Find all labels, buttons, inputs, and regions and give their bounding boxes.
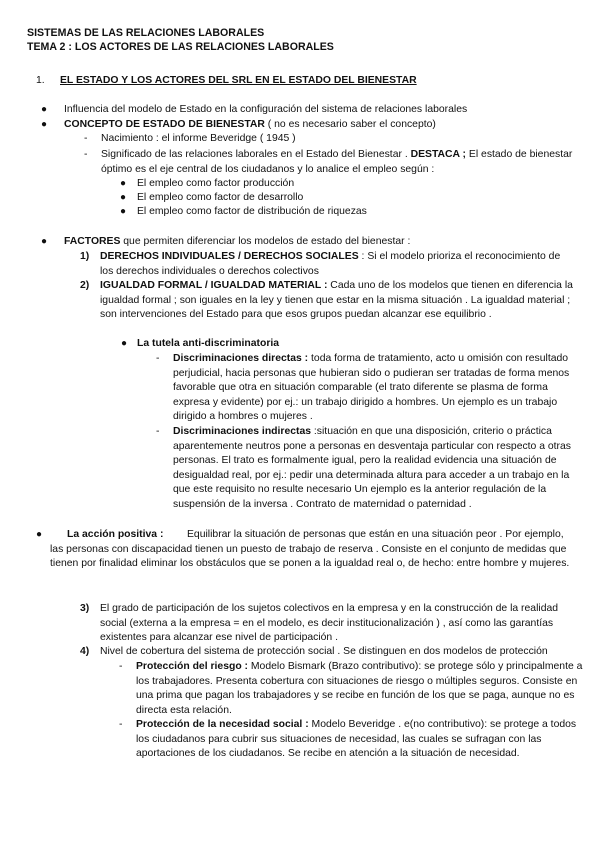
nacimiento-text: Nacimiento : el informe Beveridge ( 1945 ): [101, 133, 296, 144]
bullet-icon: ●: [41, 104, 48, 115]
riesgo-paragraph: [136, 660, 586, 718]
topic-title: TEMA 2 : LOS ACTORES DE LAS RELACIONES LABORALES: [27, 41, 334, 53]
riesgo-label: Protección del riesgo :: [136, 661, 249, 672]
factor-1-label: DERECHOS INDIVIDUALES / DERECHOS SOCIALES: [100, 251, 359, 262]
necesidad-label: Protección de la necesidad social :: [136, 719, 309, 730]
accion-text: Equilibrar la situación de personas que están en una situación peor . Por ejemplo, las personas con discapacidad tienen un puesto de trabajo de reserva . Consiste en el conjunto de medidas que tienen por finalidad eliminar los obstáculos que se ponen a la igualdad real o, de hecho: entre hombre y mujeres.: [50, 529, 570, 570]
factor-3-text: El grado de participación de los sujetos colectivos en la empresa y en la construcción de la realidad social (externa a la empresa = en el modelo, es decir institucionalización ) , así como las garantías existentes para alcanzar ese nivel de participación .: [100, 603, 559, 644]
document-title: SISTEMAS DE LAS RELACIONES LABORALES: [27, 27, 265, 39]
dash-icon: -: [119, 719, 123, 730]
section-number: 1.: [36, 75, 45, 86]
directas-label: Discriminaciones directas :: [173, 353, 309, 364]
factor-2-label: IGUALDAD FORMAL / IGUALDAD MATERIAL :: [100, 280, 328, 291]
factor-2-text: Cada uno de los modelos que tienen en diferencia la igualdad formal ; son iguales en la ley y tienen que estar en la misma situación . La igualdad material ; son intervenciones del Estado para que esos grupos puedan alcanzar ese equilibrio .: [100, 280, 573, 321]
significado-text-2: El estado de bienestar óptimo es el eje central de los ciudadanos y lo analice el empleo según :: [101, 149, 573, 175]
dash-icon: -: [119, 661, 123, 672]
factor-number: 4): [80, 646, 90, 657]
tutela-heading: La tutela anti-discriminatoria: [137, 338, 280, 349]
bullet-icon: ●: [120, 192, 127, 203]
directas-text: toda forma de tratamiento, acto u omisión con resultado perjudicial, hacia personas que hubieran sido o pudieran ser tratadas de forma menos favorable que otra en situación comparable (el trato diferente se plasma de forma expresa y evidente) por ej.: un trabajo dirigido a hombres. Un ejemplo es un trabajo dirigido a hombres o mujeres .: [173, 353, 570, 423]
bullet-icon: ●: [120, 178, 127, 189]
necesidad-paragraph: [136, 718, 588, 762]
factores-intro: [64, 235, 584, 250]
factor-1-text: : Si el modelo prioriza el reconocimiento de los derechos individuales o derechos colectivos: [100, 251, 561, 277]
necesidad-text: Modelo Beveridge . e(no contributivo): se protege a todos los ciudadanos para cubrir sus situaciones de necesidad, las cuales se sufragan con las aportaciones de los ciudadanos. Se recibe en atención a la situación de necesidad.: [136, 719, 577, 760]
bullet-icon: ●: [41, 236, 48, 247]
factor-number: 2): [80, 280, 90, 291]
concepto-label: CONCEPTO DE ESTADO DE BIENESTAR: [64, 119, 265, 130]
accion-label: La acción positiva :: [67, 529, 164, 540]
factores-label: FACTORES: [64, 236, 121, 247]
empleo-item: El empleo como factor de distribución de riquezas: [137, 206, 367, 217]
accion-paragraph: [50, 528, 578, 572]
empleo-item: El empleo como factor producción: [137, 178, 295, 189]
dash-icon: -: [84, 133, 88, 144]
indirectas-text: :situación en que una disposición, criterio o práctica aparentemente neutros pone a personas en desventaja particular con respecto a otras personas. El trato es formalmente igual, pero la realidad evidencia una situación de desigualdad real, por ej.: pedir una determinada altura para acceder a un trabajo en la que este requisito no resulte necesario Un ejemplo es la anterior regulación de la suspensión de la inversa . Contrato de maternidad o paternidad .: [173, 426, 571, 510]
indirectas-label: Discriminaciones indirectas: [173, 426, 312, 437]
riesgo-text: Modelo Bismark (Brazo contributivo): se protege sólo y principalmente a los trabajadores. Presenta cobertura con situaciones de riesgo o múltiples seguros. Consiste en una prima que pagan los trabajadores y se recibe en función de los que se paga, aunque no es directa esta relación.: [136, 661, 583, 716]
concepto-paragraph: [64, 118, 584, 133]
dash-icon: -: [84, 149, 88, 160]
directas-paragraph: [173, 352, 573, 425]
significado-text: Significado de las relaciones laborales en el Estado del Bienestar .: [101, 149, 411, 160]
factor-2-paragraph: [100, 279, 575, 323]
empleo-item: El empleo como factor de desarrollo: [137, 192, 304, 203]
significado-paragraph: [101, 148, 590, 177]
concepto-note: ( no es necesario saber el concepto): [264, 119, 436, 130]
factor-4-text: Nivel de cobertura del sistema de protección social . Se distinguen en dos modelos de protección: [100, 646, 548, 657]
section-heading: EL ESTADO Y LOS ACTORES DEL SRL EN EL ESTADO DEL BIENESTAR: [60, 75, 417, 86]
dash-icon: -: [156, 353, 160, 364]
dash-icon: -: [156, 426, 160, 437]
bullet-icon: ●: [36, 529, 43, 540]
factor-1-paragraph: [100, 250, 572, 279]
indirectas-paragraph: [173, 425, 575, 513]
bullet-icon: ●: [41, 119, 48, 130]
influencia-text: Influencia del modelo de Estado en la configuración del sistema de relaciones laborales: [64, 104, 468, 115]
factor-number: 1): [80, 251, 90, 262]
bullet-icon: ●: [120, 206, 127, 217]
bullet-icon: ●: [121, 338, 128, 349]
destaca-label: DESTACA ;: [410, 149, 467, 160]
factores-text: que permiten diferenciar los modelos de estado del bienestar :: [120, 236, 411, 247]
factor-number: 3): [80, 603, 90, 614]
